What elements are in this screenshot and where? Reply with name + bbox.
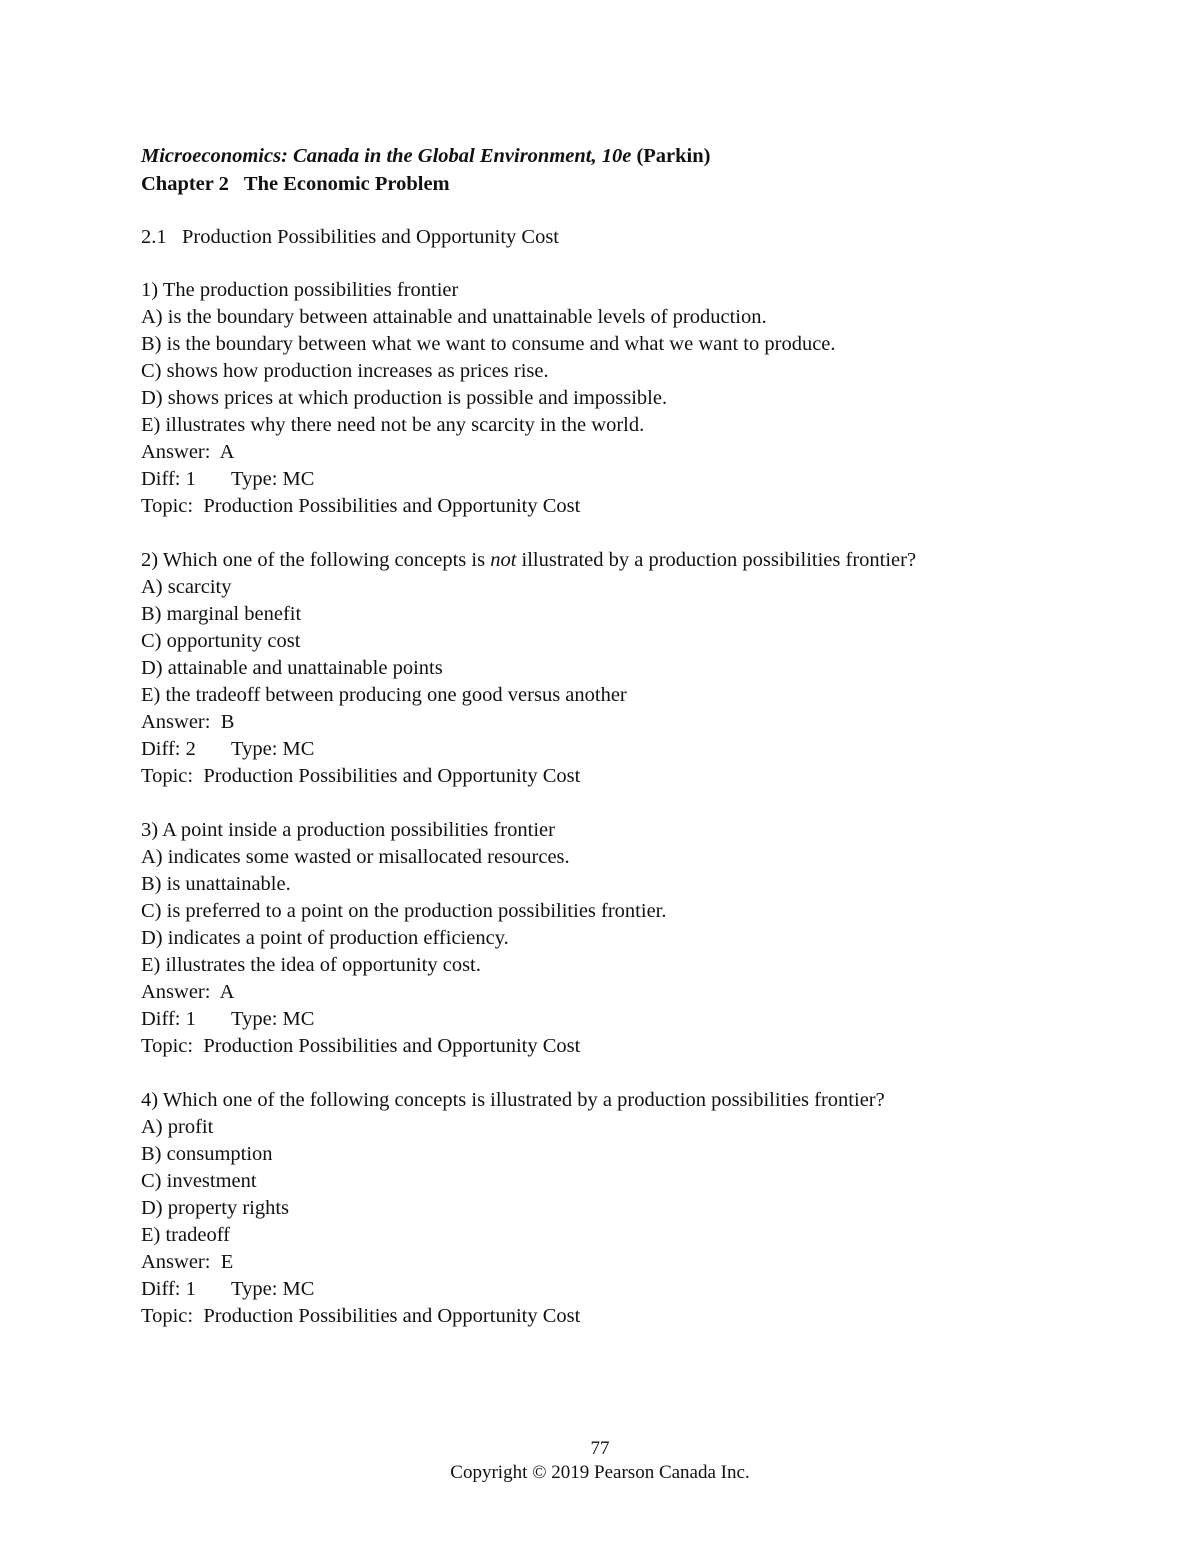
option-e: E) tradeoff bbox=[141, 1224, 230, 1246]
option-d: D) attainable and unattainable points bbox=[141, 657, 443, 679]
diff-type-line bbox=[141, 1276, 1141, 1303]
question-stem: 3) A point inside a production possibilities frontier bbox=[141, 819, 555, 841]
question-type: Type: MC bbox=[231, 1008, 315, 1030]
answer: Answer: A bbox=[141, 981, 235, 1003]
option-d: D) property rights bbox=[141, 1197, 290, 1219]
question-type: Type: MC bbox=[231, 468, 315, 490]
stem-part-2: illustrated by a production possibilities frontier? bbox=[516, 549, 917, 571]
option-b: B) is unattainable. bbox=[141, 873, 291, 895]
option-a: A) indicates some wasted or misallocated resources. bbox=[141, 846, 570, 868]
book-title-line bbox=[141, 142, 1141, 170]
option-a: A) is the boundary between attainable and unattainable levels of production. bbox=[141, 306, 767, 328]
option-b: B) marginal benefit bbox=[141, 603, 302, 625]
page-number: 77 bbox=[590, 1438, 610, 1459]
answer: Answer: B bbox=[141, 711, 235, 733]
option-c: C) opportunity cost bbox=[141, 630, 301, 652]
topic: Topic: Production Possibilities and Opportunity Cost bbox=[141, 765, 581, 787]
difficulty: Diff: 1 bbox=[141, 468, 196, 490]
difficulty: Diff: 1 bbox=[141, 1278, 196, 1300]
option-c: C) shows how production increases as prices rise. bbox=[141, 360, 549, 382]
topic: Topic: Production Possibilities and Opportunity Cost bbox=[141, 495, 581, 517]
question-2 bbox=[141, 547, 1141, 790]
section-heading: 2.1 Production Possibilities and Opportunity Cost bbox=[141, 226, 559, 248]
option-c: C) investment bbox=[141, 1170, 257, 1192]
option-e: E) illustrates why there need not be any scarcity in the world. bbox=[141, 414, 645, 436]
book-author: (Parkin) bbox=[631, 145, 711, 167]
book-title: Microeconomics: Canada in the Global Environment, 10e bbox=[141, 145, 632, 167]
option-b: B) is the boundary between what we want to consume and what we want to produce. bbox=[141, 333, 836, 355]
option-e: E) the tradeoff between producing one good versus another bbox=[141, 684, 627, 706]
option-b: B) consumption bbox=[141, 1143, 273, 1165]
option-c: C) is preferred to a point on the production possibilities frontier. bbox=[141, 900, 667, 922]
option-e: E) illustrates the idea of opportunity cost. bbox=[141, 954, 481, 976]
question-stem: 4) Which one of the following concepts is illustrated by a production possibilities frontier? bbox=[141, 1089, 885, 1111]
option-a: A) scarcity bbox=[141, 576, 232, 598]
topic: Topic: Production Possibilities and Opportunity Cost bbox=[141, 1035, 581, 1057]
topic: Topic: Production Possibilities and Opportunity Cost bbox=[141, 1305, 581, 1327]
difficulty: Diff: 1 bbox=[141, 1008, 196, 1030]
answer: Answer: A bbox=[141, 441, 235, 463]
difficulty: Diff: 2 bbox=[141, 738, 196, 760]
diff-type-line bbox=[141, 466, 1141, 493]
diff-type-line bbox=[141, 736, 1141, 763]
answer: Answer: E bbox=[141, 1251, 234, 1273]
stem-emphasis: not bbox=[490, 549, 517, 571]
question-4 bbox=[141, 1087, 1141, 1330]
question-stem bbox=[141, 547, 1141, 574]
option-d: D) indicates a point of production efficiency. bbox=[141, 927, 509, 949]
option-d: D) shows prices at which production is possible and impossible. bbox=[141, 387, 668, 409]
page-content bbox=[141, 142, 1141, 1357]
stem-part-1: 2) Which one of the following concepts is bbox=[141, 549, 491, 571]
diff-type-line bbox=[141, 1006, 1141, 1033]
question-type: Type: MC bbox=[231, 1278, 315, 1300]
option-a: A) profit bbox=[141, 1116, 214, 1138]
chapter-title: Chapter 2 The Economic Problem bbox=[141, 173, 450, 195]
question-1 bbox=[141, 277, 1141, 520]
question-3 bbox=[141, 817, 1141, 1060]
question-stem: 1) The production possibilities frontier bbox=[141, 279, 459, 301]
question-type: Type: MC bbox=[231, 738, 315, 760]
copyright-notice: Copyright © 2019 Pearson Canada Inc. bbox=[450, 1462, 750, 1483]
